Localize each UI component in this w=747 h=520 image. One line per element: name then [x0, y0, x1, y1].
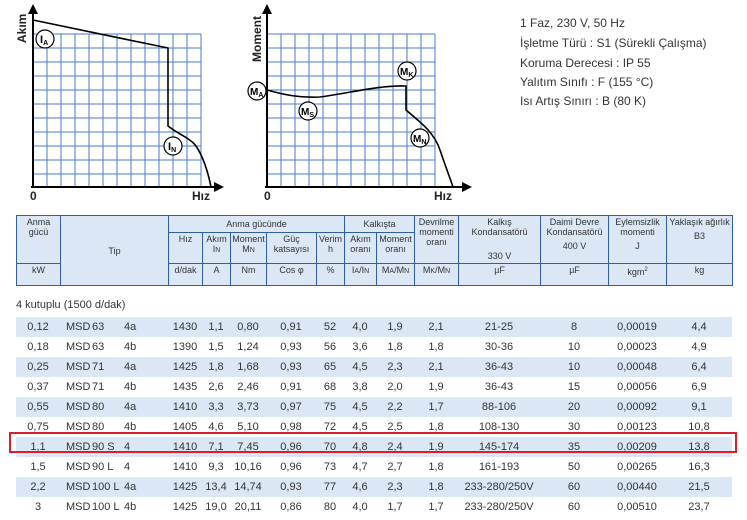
table-cell: 63 — [92, 341, 105, 353]
table-cell: MSD — [66, 341, 91, 353]
table-cell: 90 L — [92, 461, 114, 473]
table-cell: 4,8 — [344, 437, 376, 457]
table-cell: 50 — [567, 461, 581, 473]
table-cell: 2,1 — [414, 317, 458, 337]
table-cell: 2,1 — [414, 357, 458, 377]
col-kalkis-kond: Kalkış Kondansatörü 330 V — [459, 216, 541, 264]
unit-a: A — [203, 264, 231, 286]
table-cell: 5,10 — [237, 421, 259, 433]
mk-sub: K — [408, 72, 414, 79]
table-cell: 4,0 — [344, 317, 376, 337]
table-cell: 1435 — [172, 381, 198, 393]
mk-marker — [398, 62, 416, 80]
table-cell: 1,5 — [208, 341, 224, 353]
table-cell: 1,68 — [230, 357, 266, 377]
table-cell: 1,8 — [387, 341, 403, 353]
table-cell: 10 — [540, 357, 608, 377]
col-verim: Verim h — [317, 233, 345, 264]
table-cell: MSD — [60, 397, 90, 417]
table-cell: 88-106 — [458, 397, 540, 417]
table-cell: 14,74 — [230, 477, 266, 497]
chart-grid — [33, 34, 201, 186]
table-cell: 77 — [316, 477, 344, 497]
spec-temp-rise: Isı Artış Sınırı : B (80 K) — [520, 94, 647, 108]
in-sub: N — [171, 147, 177, 154]
table-cell: 80 — [323, 501, 337, 513]
table-cell: MSD — [60, 477, 90, 497]
table-cell: 0,00023 — [617, 341, 657, 353]
col-akim-orani: Akım oranı — [345, 233, 377, 264]
table-cell: 0,97 — [266, 397, 316, 417]
table-cell: 233-280/250V — [464, 501, 534, 513]
table-cell: 6,4 — [666, 357, 732, 377]
table-cell: 100 L — [90, 477, 124, 497]
table-cell: 71 — [92, 381, 105, 393]
table-cell: 13,8 — [666, 437, 732, 457]
unit-mk-mn: MK/MN — [415, 264, 459, 286]
table-cell: 4,9 — [691, 341, 707, 353]
table-cell: 1,7 — [414, 397, 458, 417]
table-row — [16, 357, 732, 377]
x-axis-arrow — [462, 182, 472, 192]
col-moment: Moment MN — [231, 233, 267, 264]
unit-ia-in: IA/IN — [345, 264, 377, 286]
table-cell: 2,46 — [237, 381, 259, 393]
table-cell: 4,5 — [344, 397, 376, 417]
table-cell: 0,96 — [280, 461, 302, 473]
table-cell: 4,7 — [352, 461, 368, 473]
table-cell: 63 — [90, 317, 124, 337]
table-cell: 0,18 — [27, 341, 49, 353]
table-cell: 1410 — [172, 461, 198, 473]
table-cell: 0,00510 — [617, 501, 657, 513]
table-cell: 2,2 — [16, 477, 60, 497]
col-devrilme: Devrilme momenti oranı — [415, 216, 459, 264]
table-cell: 90 S — [90, 437, 124, 457]
highlight-box — [9, 432, 737, 453]
table-cell: 1390 — [172, 341, 198, 353]
x-axis-label: Hız — [192, 189, 210, 203]
col-yaklasik: Yaklaşık ağırlık B3 — [667, 216, 733, 264]
table-cell: 0,80 — [230, 317, 266, 337]
table-cell: 1405 — [172, 421, 198, 433]
table-cell: MSD — [60, 317, 90, 337]
table-cell: 0,91 — [280, 381, 302, 393]
table-cell: 1,8 — [428, 341, 444, 353]
table-cell: 0,91 — [266, 317, 316, 337]
table-row — [16, 397, 732, 417]
table-cell: 4a — [124, 357, 168, 377]
table-cell: 73 — [323, 461, 337, 473]
table-cell: 1410 — [168, 397, 202, 417]
unit-uf-2: µF — [541, 264, 609, 286]
col-anma-gucu: Anma gücü — [17, 216, 61, 264]
table-cell: 1425 — [168, 477, 202, 497]
table-cell: 4 — [124, 461, 131, 473]
table-cell: 0,86 — [280, 501, 302, 513]
x-axis-arrow — [214, 182, 224, 192]
table-cell: 0,98 — [280, 421, 302, 433]
table-cell: 16,3 — [688, 461, 710, 473]
table-cell: 0,00056 — [617, 381, 657, 393]
table-cell: 1,24 — [237, 341, 259, 353]
table-cell: 1,9 — [428, 381, 444, 393]
table-cell: 4 — [124, 437, 168, 457]
ia-letter: I — [40, 34, 44, 46]
ms-marker — [299, 102, 317, 120]
table-cell: 52 — [316, 317, 344, 337]
unit-nm: Nm — [231, 264, 267, 286]
unit-kgm2: kgm$^2$ — [609, 264, 667, 286]
table-cell: MSD — [66, 461, 91, 473]
unit-ma-mn: MA/MN — [377, 264, 415, 286]
table-cell: 60 — [540, 477, 608, 497]
table-cell: 3,3 — [202, 397, 230, 417]
unit-d-dak: d/dak — [169, 264, 203, 286]
table-cell: 6,9 — [691, 381, 707, 393]
table-cell: 9,3 — [208, 461, 224, 473]
table-cell: 2,5 — [387, 421, 403, 433]
col-kalkista: Kalkışta — [345, 216, 415, 233]
table-cell: 80 — [90, 397, 124, 417]
table-cell: 4,5 — [344, 357, 376, 377]
spec-phase: 1 Faz, 230 V, 50 Hz — [520, 16, 625, 30]
ma-sub: A — [258, 92, 264, 99]
table-cell: 2,3 — [376, 477, 414, 497]
spec-protection: Koruma Derecesi : IP 55 — [520, 56, 651, 70]
table-cell: 0,25 — [16, 357, 60, 377]
table-cell: 3,73 — [230, 397, 266, 417]
table-cell: 4a — [124, 397, 168, 417]
table-cell: 1425 — [172, 501, 198, 513]
table-cell: 56 — [323, 341, 337, 353]
table-cell: 4,6 — [208, 421, 224, 433]
table-cell: 80 — [92, 421, 105, 433]
col-hiz: Hız — [169, 233, 203, 264]
origin-label: 0 — [30, 189, 37, 203]
current-speed-chart — [0, 0, 230, 205]
table-cell: 1,1 — [16, 437, 60, 457]
unit-kg: kg — [667, 264, 733, 286]
mn-sub: N — [421, 139, 427, 146]
table-cell: 1425 — [168, 357, 202, 377]
table-cell: 30-36 — [484, 341, 514, 353]
col-akim: Akım IN — [203, 233, 231, 264]
ma-letter: M — [250, 87, 259, 98]
table-cell: 4,0 — [352, 501, 368, 513]
group-label: 4 kutuplu (1500 d/dak) — [16, 299, 126, 311]
chart-grid — [267, 34, 435, 186]
table-cell: 1,5 — [30, 461, 46, 473]
table-cell: 3,6 — [352, 341, 368, 353]
table-cell: 36-43 — [458, 357, 540, 377]
table-cell: 3,8 — [352, 381, 368, 393]
table-cell: 0,00019 — [608, 317, 666, 337]
table-cell: 0,75 — [27, 421, 49, 433]
table-cell: 4,6 — [344, 477, 376, 497]
table-cell: 1,9 — [376, 317, 414, 337]
table-cell: 2,6 — [208, 381, 224, 393]
torque-speed-chart — [240, 0, 480, 205]
table-row — [16, 477, 732, 497]
table-cell: 2,7 — [387, 461, 403, 473]
table-cell: 15 — [567, 381, 581, 393]
table-cell: 4a — [124, 477, 168, 497]
table-cell: 1,8 — [414, 477, 458, 497]
origin-label: 0 — [264, 189, 271, 203]
y-axis-arrow — [262, 4, 272, 14]
table-cell: 1,8 — [428, 461, 444, 473]
table-cell: 10,8 — [688, 421, 710, 433]
table-cell: 3 — [34, 501, 42, 513]
table-cell: 7,1 — [202, 437, 230, 457]
spec-insulation: Yalıtım Sınıfı : F (155 °C) — [520, 75, 654, 89]
table-cell: 2,0 — [387, 381, 403, 393]
table-cell: MSD — [60, 357, 90, 377]
col-guc-katsayisi: Güç katsayısı — [267, 233, 317, 264]
table-cell: 0,12 — [16, 317, 60, 337]
table-cell: 233-280/250V — [458, 477, 540, 497]
col-moment-orani: Moment oranı — [377, 233, 415, 264]
table-cell: 71 — [90, 357, 124, 377]
table-cell: 1,8 — [428, 421, 444, 433]
table-cell: 21,5 — [666, 477, 732, 497]
mn-letter: M — [413, 134, 422, 145]
table-cell: 0,00265 — [617, 461, 657, 473]
table-row — [16, 337, 732, 357]
mk-letter: M — [400, 67, 409, 78]
table-cell: 20 — [540, 397, 608, 417]
table-cell: 0,93 — [266, 357, 316, 377]
table-cell: 1430 — [168, 317, 202, 337]
in-letter: I — [168, 141, 172, 153]
table-cell: 36-43 — [484, 381, 514, 393]
table-cell: 8 — [540, 317, 608, 337]
y-axis-label: Moment — [250, 16, 264, 62]
table-cell: 1,8 — [202, 357, 230, 377]
table-cell: 0,93 — [266, 477, 316, 497]
table-cell: 1,7 — [387, 501, 403, 513]
mn-marker — [411, 129, 429, 147]
table-cell: 10 — [567, 341, 581, 353]
table-header — [16, 215, 733, 286]
table-cell: 161-193 — [478, 461, 520, 473]
table-cell: 7,45 — [230, 437, 266, 457]
table-cell: 75 — [316, 397, 344, 417]
table-cell: 10,16 — [234, 461, 262, 473]
ia-marker — [36, 30, 54, 48]
ms-letter: M — [301, 107, 310, 118]
table-cell: 9,1 — [666, 397, 732, 417]
table-cell: 0,00123 — [617, 421, 657, 433]
in-marker — [164, 137, 182, 155]
table-cell: MSD — [60, 437, 90, 457]
table-cell: 19,0 — [205, 501, 227, 513]
table-cell: 68 — [323, 381, 337, 393]
ma-marker — [248, 82, 266, 100]
table-row — [16, 457, 732, 477]
table-cell: 1,1 — [202, 317, 230, 337]
table-cell: 1,9 — [414, 437, 458, 457]
col-eylemsizlik: Eylemsizlik momenti J — [609, 216, 667, 264]
table-cell: 0,00440 — [608, 477, 666, 497]
table-cell: 20,11 — [234, 501, 262, 513]
table-cell: 23,7 — [688, 501, 710, 513]
table-cell: 4,4 — [666, 317, 732, 337]
table-cell: 4b — [124, 341, 137, 353]
table-cell: 13,4 — [202, 477, 230, 497]
col-anma-gucunde: Anma gücünde — [169, 216, 345, 233]
table-cell: 4b — [124, 501, 137, 513]
table-row — [16, 317, 732, 337]
table-cell: 0,00209 — [608, 437, 666, 457]
col-tip: Tip — [61, 216, 169, 286]
ia-sub: A — [43, 40, 49, 47]
col-daimi: Daimi Devre Kondansatörü 400 V — [541, 216, 609, 264]
y-axis-label: Akım — [15, 13, 29, 43]
table-cell: 65 — [316, 357, 344, 377]
table-cell: 2,3 — [376, 357, 414, 377]
table-cell: 0,00092 — [608, 397, 666, 417]
table-cell: 72 — [323, 421, 337, 433]
unit-kw: kW — [17, 264, 61, 286]
x-axis-label: Hız — [434, 189, 452, 203]
table-row — [16, 377, 732, 397]
table-cell: 100 L — [92, 501, 120, 513]
table-cell: 0,00048 — [608, 357, 666, 377]
table-cell: 0,37 — [27, 381, 49, 393]
table-cell: 145-174 — [458, 437, 540, 457]
table-cell: 4a — [124, 317, 168, 337]
table-cell: 35 — [540, 437, 608, 457]
table-cell: 1,7 — [428, 501, 444, 513]
unit-uf-1: µF — [459, 264, 541, 286]
table-cell: 4,5 — [352, 421, 368, 433]
table-cell: 0,55 — [16, 397, 60, 417]
table-cell: 4b — [124, 381, 137, 393]
table-cell: 30 — [567, 421, 581, 433]
table-cell: 0,93 — [280, 341, 302, 353]
table-cell: 70 — [316, 437, 344, 457]
table-row — [16, 497, 732, 517]
spec-duty: İşletme Türü : S1 (Sürekli Çalışma) — [520, 36, 707, 50]
table-cell: MSD — [66, 381, 91, 393]
table-cell: MSD — [66, 421, 91, 433]
table-cell: 2,4 — [376, 437, 414, 457]
data-table — [16, 317, 732, 517]
y-axis-arrow — [28, 4, 38, 14]
unit-cos: Cos φ — [267, 264, 317, 286]
unit-pct: % — [317, 264, 345, 286]
table-cell: 2,2 — [376, 397, 414, 417]
table-cell: MSD — [66, 501, 91, 513]
table-cell: 21-25 — [458, 317, 540, 337]
table-cell: 0,96 — [266, 437, 316, 457]
table-cell: 4b — [124, 421, 137, 433]
table-cell: 60 — [567, 501, 581, 513]
table-cell: 108-130 — [478, 421, 520, 433]
ms-sub: S — [309, 112, 315, 119]
table-cell: 1410 — [168, 437, 202, 457]
